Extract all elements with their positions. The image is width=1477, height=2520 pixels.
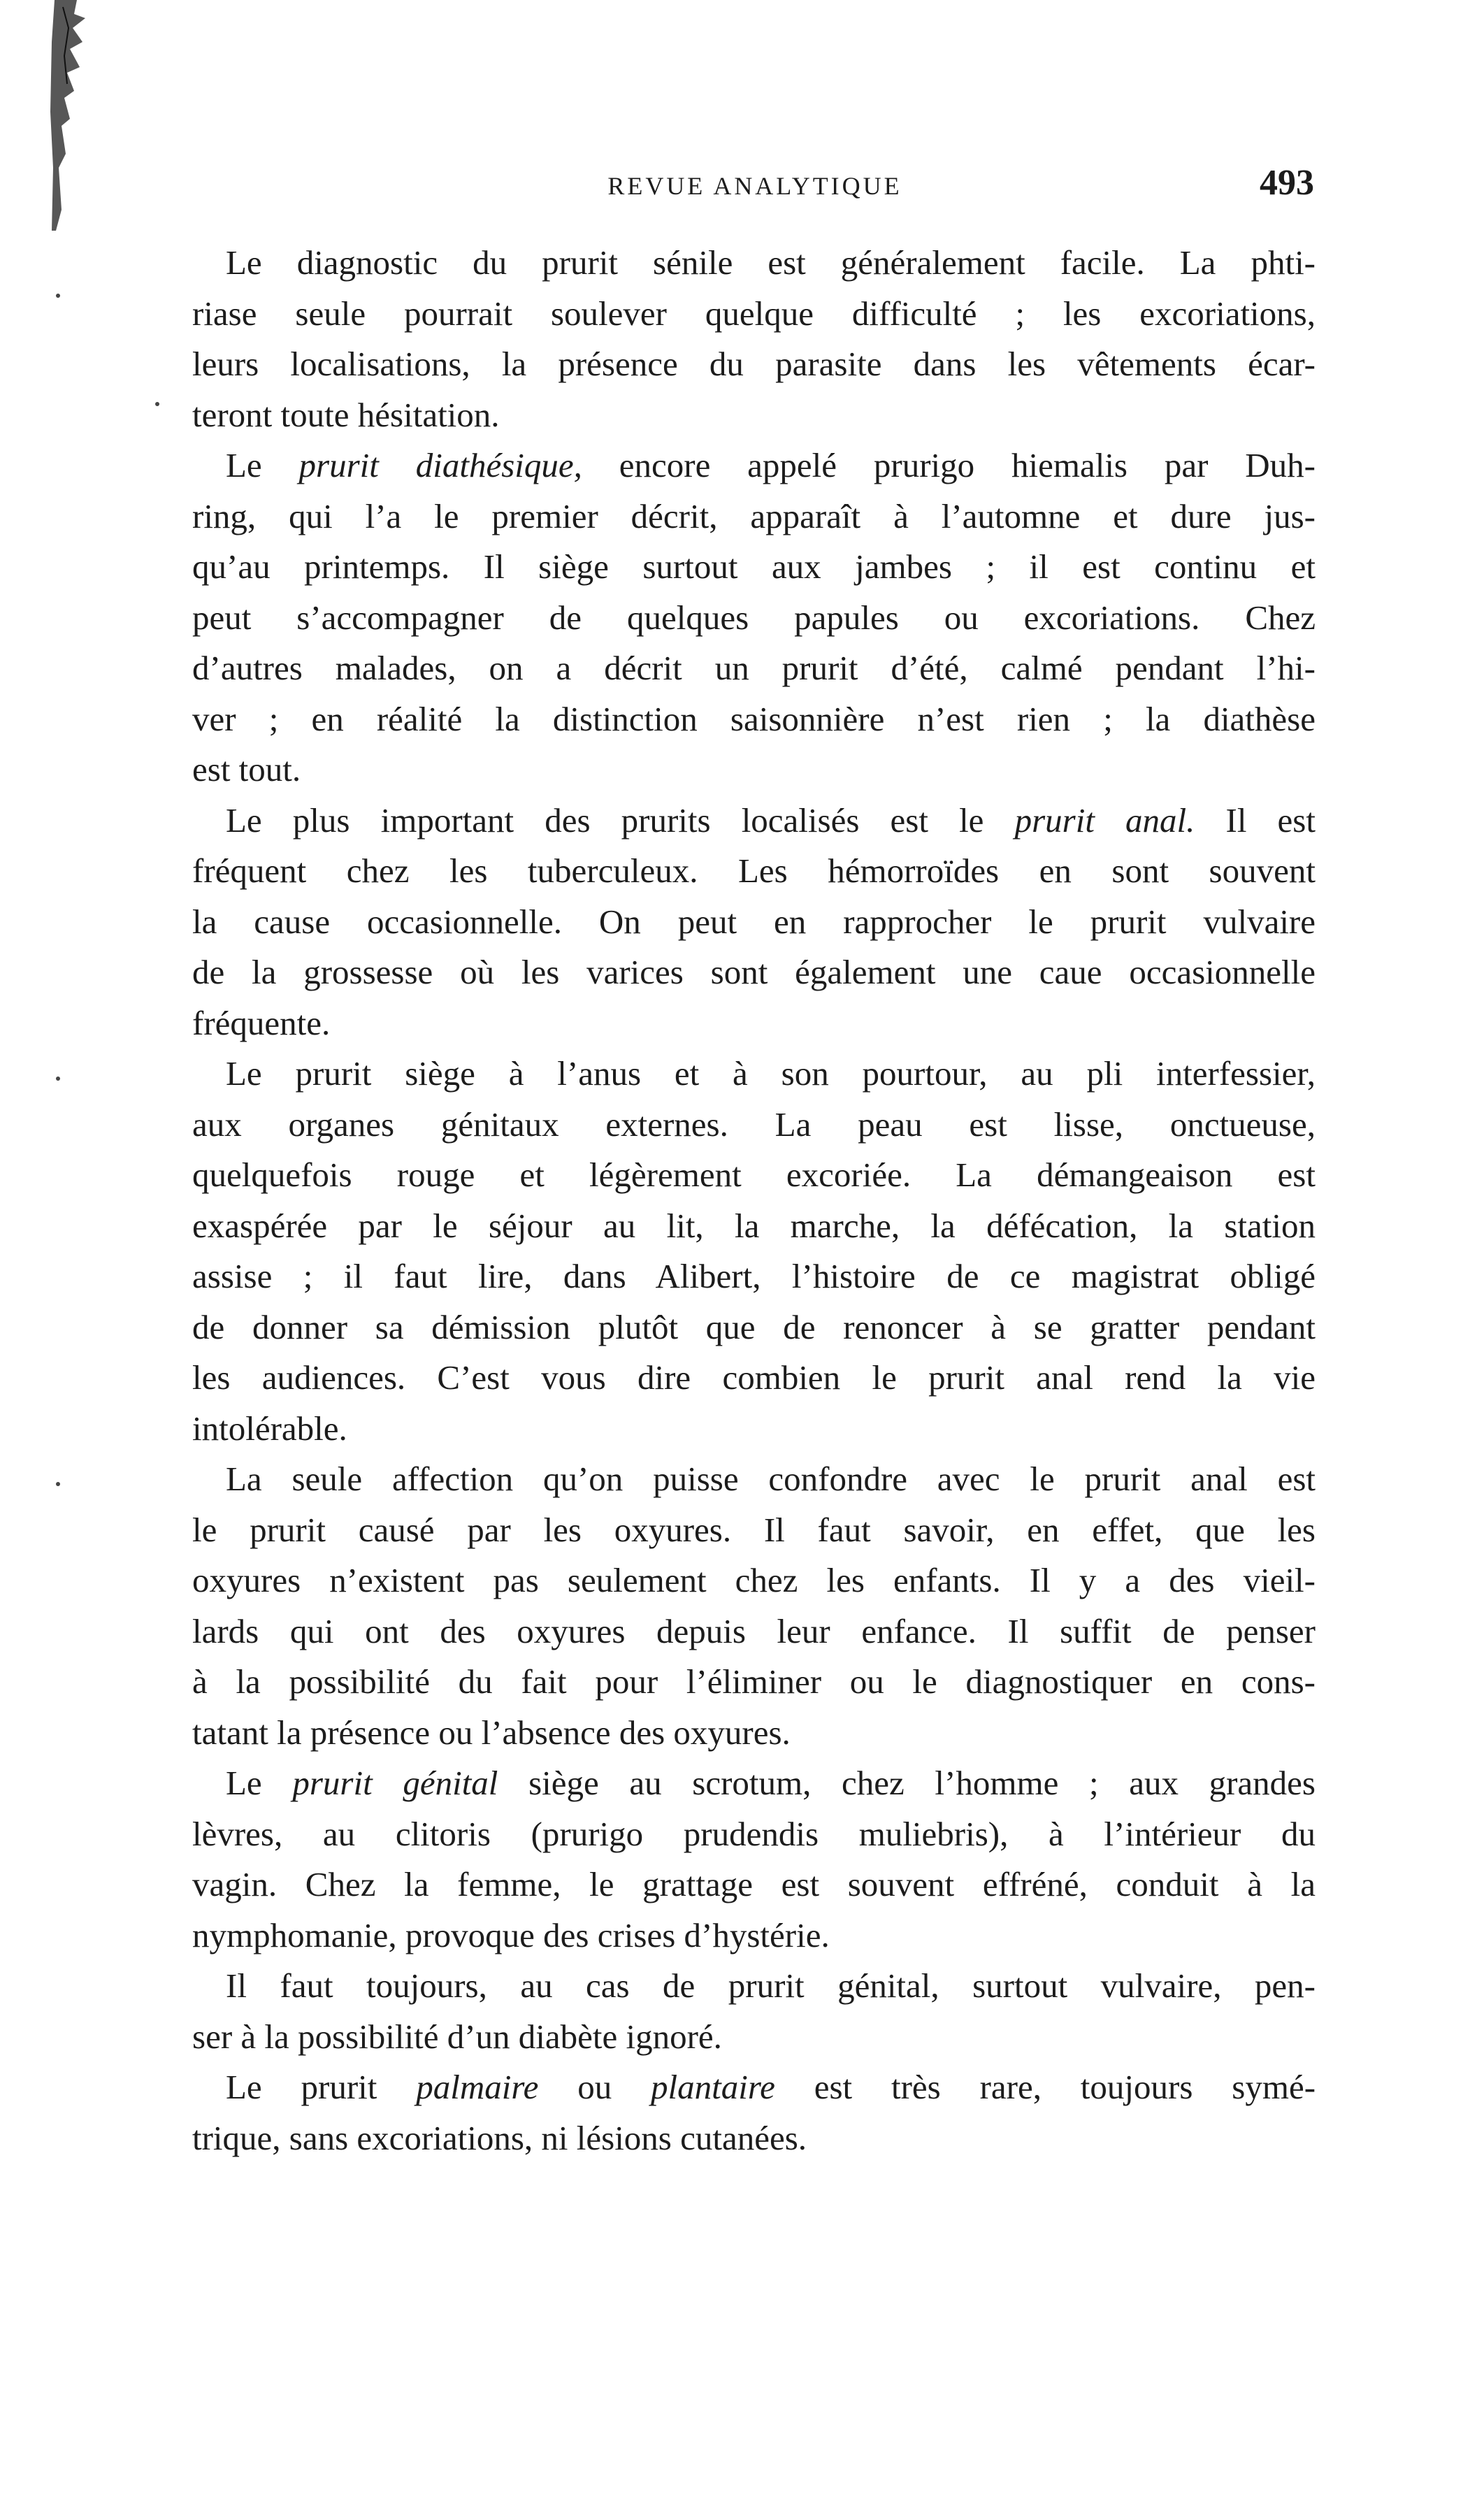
text-line: [192, 1251, 1316, 1302]
text-line: [192, 2012, 1316, 2063]
text-run: à la possibilité du fait pour l’éliminer ou le diagnostiquer en cons-: [192, 1662, 1316, 1701]
text-line: [192, 339, 1316, 390]
text-run: ring, qui l’a le premier décrit, apparaît à l’automne et dure jus-: [192, 496, 1316, 535]
text-run: aux organes génitaux externes. La peau est lisse, onctueuse,: [192, 1104, 1316, 1144]
text-run: assise ; il faut lire, dans Alibert, l’histoire de ce magistrat obligé: [192, 1257, 1316, 1295]
paragraph: [192, 1961, 1316, 2062]
text-run: ver ; en réalité la distinction saisonnière n’est rien ; la diathèse: [192, 699, 1316, 738]
text-line: [192, 1606, 1316, 1657]
text-line: [192, 694, 1316, 745]
text-run: d’autres malades, on a décrit un prurit d’été, calmé pendant l’hi-: [192, 649, 1316, 687]
text-line: [192, 1454, 1316, 1505]
page-number: 493: [1260, 163, 1314, 203]
text-run: leurs localisations, la présence du parasite dans les vêtements écar-: [192, 345, 1316, 383]
text-run: ser à la possibilité d’un diabète ignoré.: [192, 2017, 722, 2056]
text-run: fréquent chez les tuberculeux. Les hémorroïdes en sont souvent: [192, 851, 1316, 890]
text-line: [192, 2062, 1316, 2113]
text-run: la cause occasionnelle. On peut en rapprocher le prurit vulvaire: [192, 902, 1316, 941]
text-line: [192, 1809, 1316, 1860]
paragraph: [192, 1454, 1316, 1758]
text-run: Le: [226, 446, 299, 484]
text-run: exaspérée par le séjour au lit, la marche, la défécation, la station: [192, 1206, 1316, 1245]
text-line: [192, 1758, 1316, 1809]
text-run: Le prurit: [226, 2068, 417, 2106]
italic-term: prurit génital: [292, 1764, 498, 1802]
text-line: [192, 1049, 1316, 1100]
text-line: [192, 1201, 1316, 1252]
text-run: est très rare, toujours symé-: [774, 2068, 1316, 2106]
text-run: lards qui ont des oxyures depuis leur enfance. Il suffit de penser: [192, 1611, 1316, 1650]
paragraph: [192, 795, 1316, 1049]
text-run: trique, sans excoriations, ni lésions cutanées.: [192, 2118, 807, 2157]
text-run: teront toute hésitation.: [192, 395, 500, 434]
text-run: de donner sa démission plutôt que de renoncer à se gratter pendant: [192, 1307, 1316, 1346]
paragraph: [192, 238, 1316, 440]
text-line: [192, 238, 1316, 289]
text-run: fréquente.: [192, 1003, 331, 1042]
text-line: [192, 440, 1316, 491]
text-run: vagin. Chez la femme, le grattage est souvent effréné, conduit à la: [192, 1865, 1316, 1903]
text-line: [192, 1859, 1316, 1910]
margin-dot: [56, 1077, 60, 1081]
text-run: Il est: [1195, 800, 1316, 840]
margin-dot: [155, 402, 159, 406]
paragraph: [192, 1049, 1316, 1454]
text-line: [192, 795, 1316, 847]
text-line: [192, 744, 1316, 795]
text-line: [192, 1961, 1316, 2012]
text-run: de la grossesse où les varices sont également une caue occasionnelle: [192, 953, 1316, 991]
text-line: [192, 491, 1316, 542]
paragraph: [192, 440, 1316, 795]
text-run: lèvres, au clitoris (prurigo prudendis muliebris), à l’intérieur du: [192, 1814, 1316, 1853]
text-run: intolérable.: [192, 1409, 347, 1448]
text-run: les audiences. C’est vous dire combien le prurit anal rend la vie: [192, 1358, 1316, 1397]
text-run: qu’au printemps. Il siège surtout aux jambes ; il est continu et: [192, 547, 1316, 586]
text-run: encore appelé prurigo hiemalis par Duh-: [582, 446, 1316, 484]
body-text: [192, 238, 1316, 2163]
text-line: [192, 1100, 1316, 1151]
text-line: [192, 1505, 1316, 1556]
paragraph: [192, 1758, 1316, 1961]
running-title: REVUE ANALYTIQUE: [607, 172, 902, 200]
text-line: [192, 1150, 1316, 1201]
italic-term: prurit diathésique,: [298, 446, 582, 484]
text-line: [192, 947, 1316, 998]
italic-term: prurit anal.: [1014, 800, 1195, 840]
text-line: [192, 1657, 1316, 1708]
text-line: [192, 846, 1316, 897]
page-edge-stain: [49, 0, 91, 231]
text-line: [192, 2113, 1316, 2164]
text-run: Le: [226, 1764, 293, 1802]
text-run: quelquefois rouge et légèrement excoriée. La démangeaison est: [192, 1155, 1316, 1194]
text-run: siège au scrotum, chez l’homme ; aux grandes: [498, 1764, 1316, 1802]
italic-term: palmaire: [416, 2068, 539, 2106]
text-run: La seule affection qu’on puisse confondre avec le prurit anal est: [226, 1460, 1316, 1498]
text-run: Le prurit siège à l’anus et à son pourtour, au pli interfessier,: [226, 1054, 1316, 1093]
italic-term: plantaire: [651, 2068, 775, 2106]
paragraph: [192, 2062, 1316, 2163]
text-run: tatant la présence ou l’absence des oxyures.: [192, 1713, 791, 1752]
text-run: riase seule pourrait soulever quelque difficulté ; les excoriations,: [192, 294, 1316, 333]
text-run: ou: [538, 2068, 651, 2106]
text-line: [192, 998, 1316, 1049]
text-run: Le plus important des prurits localisés est le: [226, 800, 1015, 840]
text-run: Le diagnostic du prurit sénile est généralement facile. La phti-: [226, 243, 1316, 282]
text-run: oxyures n’existent pas seulement chez les enfants. Il y a des vieil-: [192, 1561, 1316, 1599]
text-run: est tout.: [192, 750, 301, 789]
text-line: [192, 897, 1316, 948]
text-line: [192, 390, 1316, 441]
text-line: [192, 1555, 1316, 1606]
text-line: [192, 1404, 1316, 1455]
text-line: [192, 1353, 1316, 1404]
text-run: peut s’accompagner de quelques papules ou excoriations. Chez: [192, 598, 1316, 637]
running-head: [196, 161, 1314, 210]
text-run: Il faut toujours, au cas de prurit génital, surtout vulvaire, pen-: [226, 1966, 1316, 2005]
text-run: nymphomanie, provoque des crises d’hystérie.: [192, 1915, 830, 1954]
text-line: [192, 289, 1316, 340]
text-line: [192, 1708, 1316, 1759]
text-line: [192, 643, 1316, 694]
text-line: [192, 593, 1316, 644]
text-line: [192, 542, 1316, 593]
margin-dot: [56, 1482, 60, 1486]
text-line: [192, 1302, 1316, 1353]
text-run: le prurit causé par les oxyures. Il faut savoir, en effet, que les: [192, 1510, 1316, 1549]
text-line: [192, 1910, 1316, 1961]
margin-dot: [56, 294, 60, 298]
